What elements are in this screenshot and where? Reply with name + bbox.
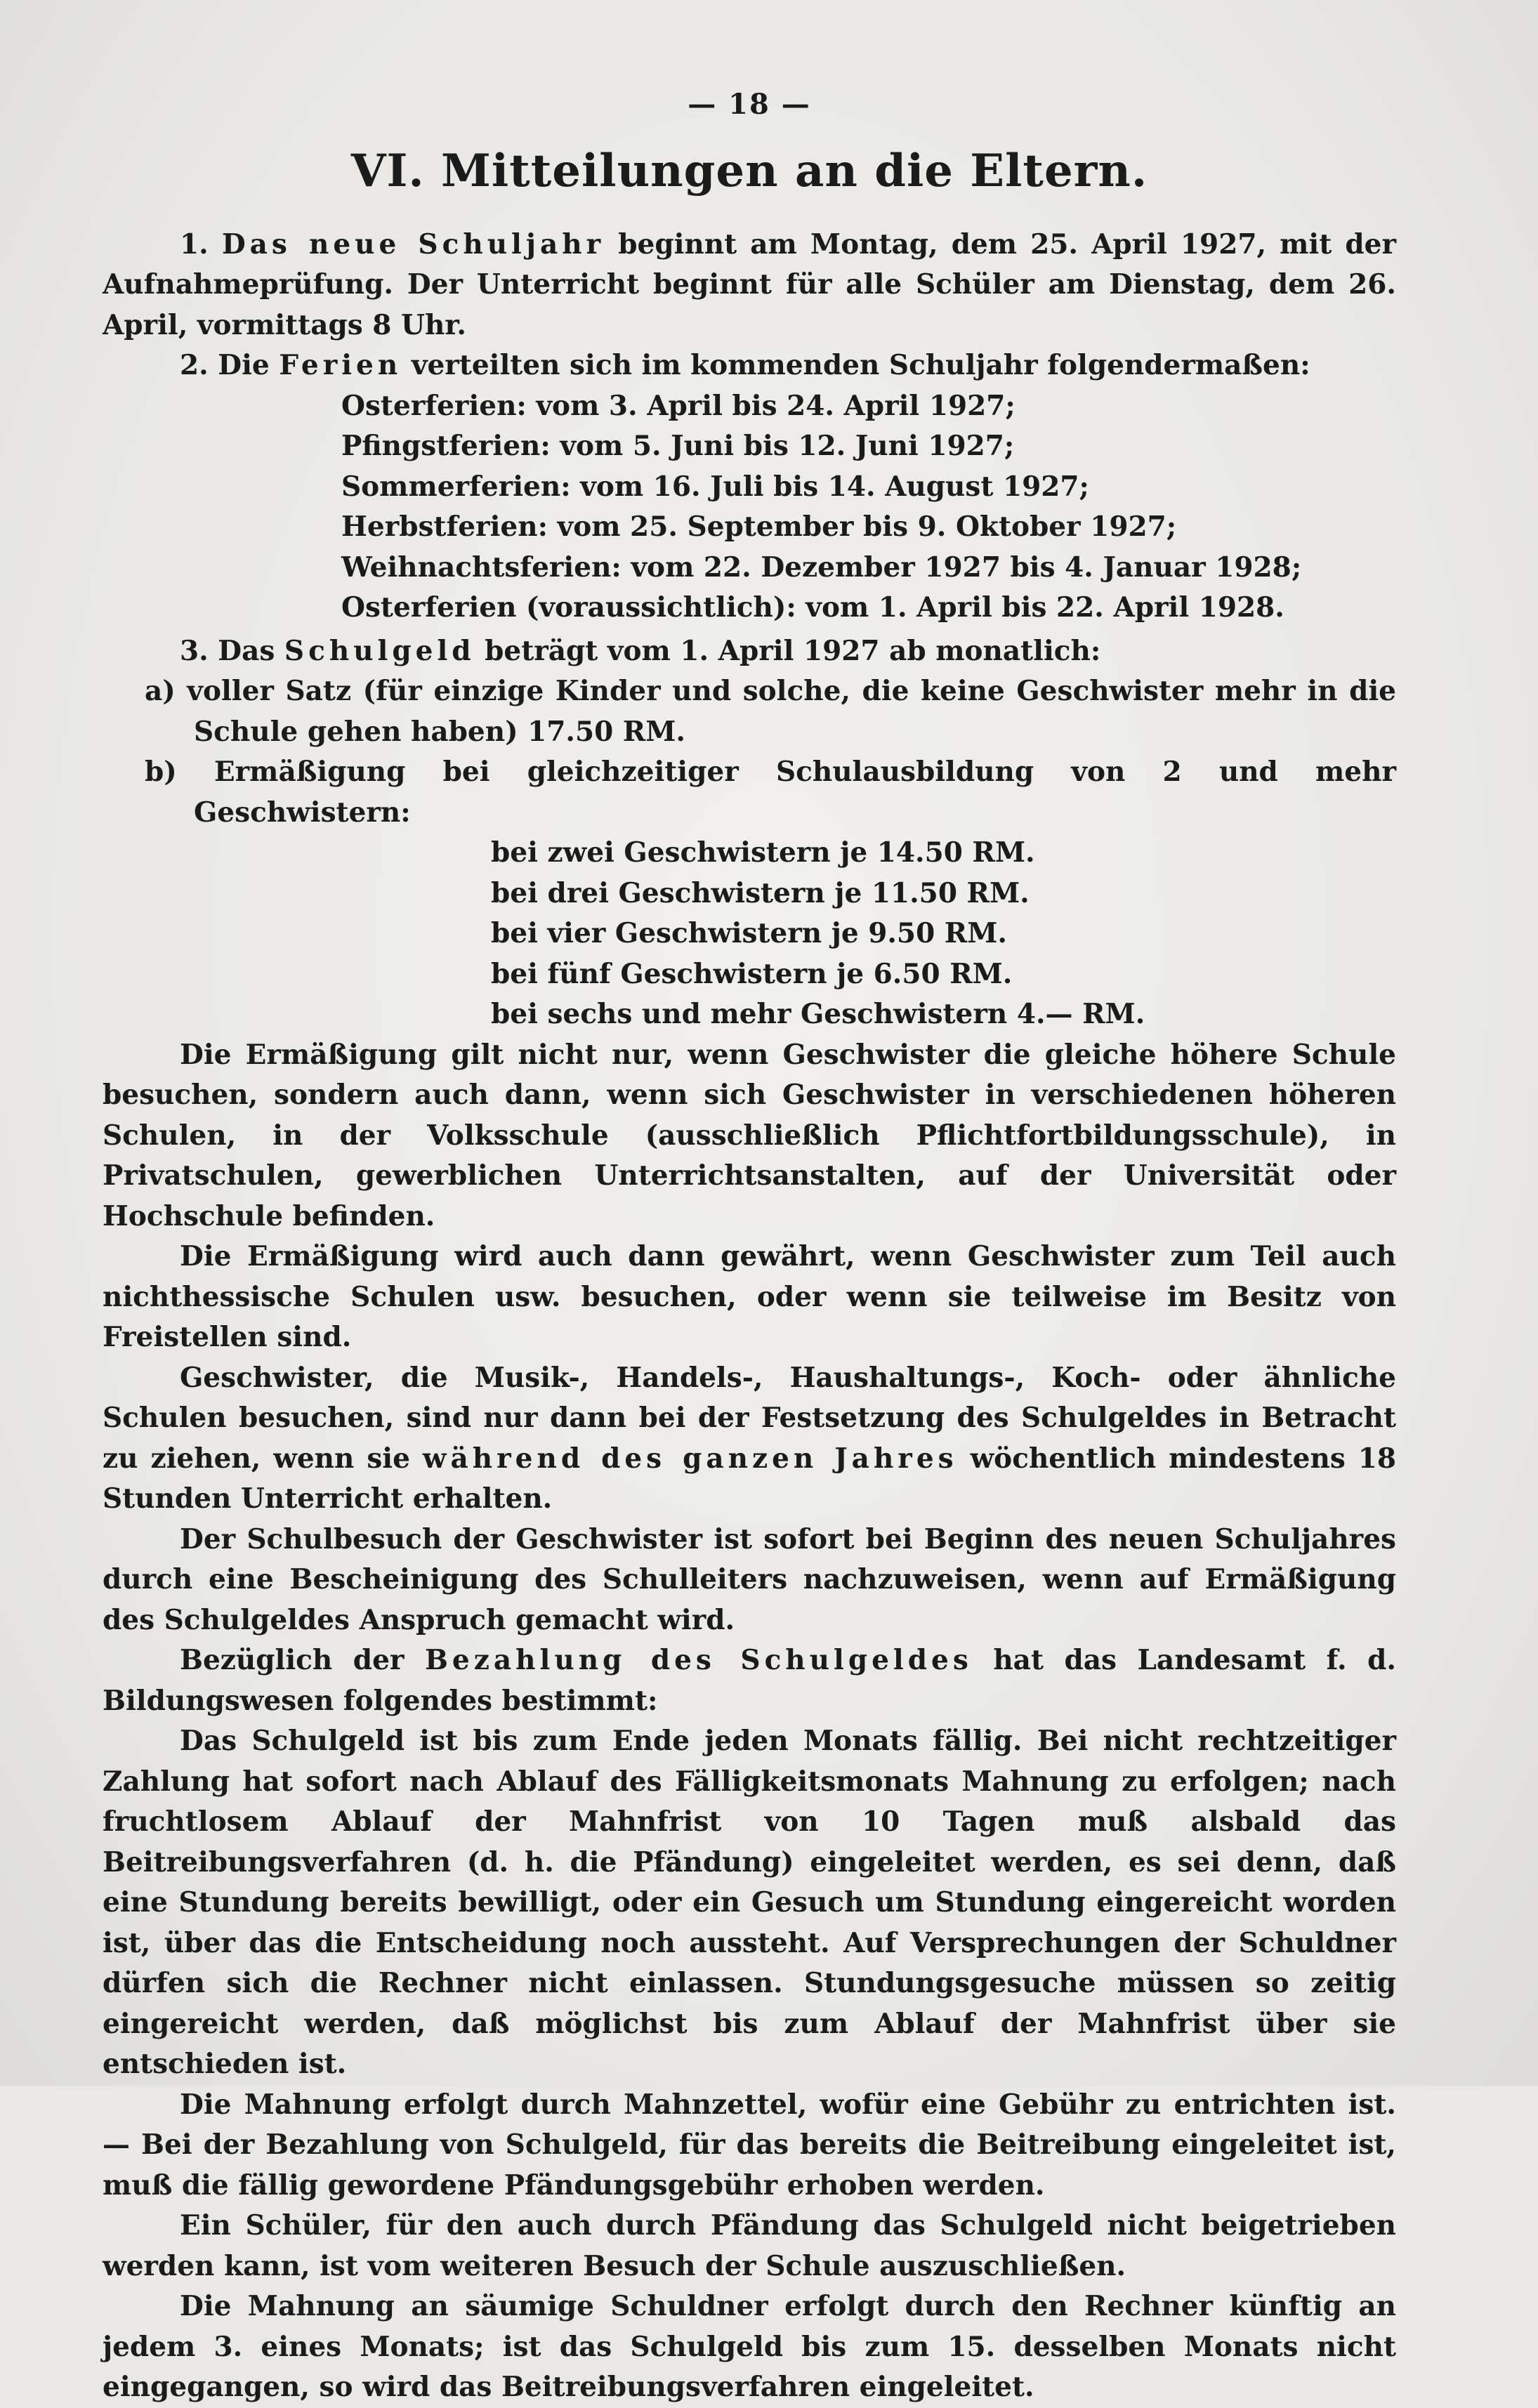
paragraph-reminder-schedule: Die Mahnung an säumige Schuldner erfolgt durch den Rechner künftig an jedem 3. eines Monats; ist das Schulgeld bis zum 15. desselben Monats nicht eingegangen, so wird das Beitreibungsverfahren eingeleitet. xyxy=(103,2290,1396,2403)
holiday-list xyxy=(341,386,1396,629)
section-2 xyxy=(103,346,1396,386)
section-2-lead: Die xyxy=(218,349,270,381)
paragraph-payment-spaced: Bezahlung des Schulgeldes xyxy=(424,1644,973,1676)
holiday-item: Weihnachtsferien: vom 22. Dezember 1927 bis 4. Januar 1928; xyxy=(341,551,1302,584)
section-3-text: beträgt vom 1. April 1927 ab monatlich: xyxy=(485,634,1101,667)
holiday-item: Osterferien: vom 3. April bis 24. April 1927; xyxy=(341,389,1016,422)
paragraph-payment-a: Bezüglich der xyxy=(180,1644,405,1676)
section-2-spaced: Ferien xyxy=(279,349,402,381)
sibling-rates xyxy=(491,833,1396,1035)
holiday-item: Sommerferien: vom 16. Juli bis 14. August 1927; xyxy=(341,470,1089,503)
holiday-item: Osterferien (voraussichtlich): vom 1. April bis 22. April 1928. xyxy=(341,591,1284,624)
holiday-item: Pfingstferien: vom 5. Juni bis 12. Juni 1927; xyxy=(341,430,1015,462)
section-1-spaced: Das neue Schuljahr xyxy=(221,228,605,261)
section-2-number: 2. xyxy=(180,349,209,381)
section-1 xyxy=(103,225,1396,346)
page-title: VI. Mitteilungen an die Eltern. xyxy=(350,144,1148,197)
paragraph-payment-b: hat das Landesamt f. d. Bildungswesen folgendes bestimmt: xyxy=(103,1644,1396,1717)
paragraph-reduction-other-schools: Die Ermäßigung wird auch dann gewährt, wenn Geschwister zum Teil auch nichthessische Schulen usw. besuchen, oder wenn sie teilweise im Besitz von Freistellen sind. xyxy=(103,1240,1396,1353)
paragraph-certificate: Der Schulbesuch der Geschwister ist sofort bei Beginn des neuen Schuljahres durch eine Bescheinigung des Schulleiters nachzuweisen, wenn auf Ermäßigung des Schulgeldes Anspruch gemacht wird. xyxy=(103,1522,1396,1636)
paragraph-exclusion: Ein Schüler, für den auch durch Pfändung das Schulgeld nicht beigetrieben werden kann, ist vom weiteren Besuch der Schule auszuschließen. xyxy=(103,2209,1396,2282)
paragraph-reduction-scope: Die Ermäßigung gilt nicht nur, wenn Geschwister die gleiche höhere Schule besuchen, sondern auch dann, wenn sich Geschwister in verschiedenen höheren Schulen, in der Volksschule (ausschließlich Pflichtfortbildungsschule), in Privatschulen, gewerblichen Unterrichtsanstalten, auf der Universität oder Hochschule befinden. xyxy=(103,1038,1396,1232)
sibling-rate: bei drei Geschwistern je 11.50 RM. xyxy=(491,876,1030,909)
paragraph-reminder-fee: Die Mahnung erfolgt durch Mahnzettel, wofür eine Gebühr zu entrichten ist. — Bei der Bezahlung von Schulgeld, für das bereits die Beitreibung eingeleitet ist, muß die fällig gewordene Pfändungsgebühr erhoben werden. xyxy=(103,2088,1396,2202)
page-number: — 18 — xyxy=(688,88,811,121)
fee-reduction-intro: b) Ermäßigung bei gleichzeitiger Schulausbildung von 2 und mehr Geschwistern: xyxy=(145,756,1396,829)
section-3-spaced: Schulgeld xyxy=(284,634,475,667)
paragraph-other-schools-a: Geschwister, die Musik-, Handels-, Haushaltungs-, Koch- oder ähnliche Schulen besuchen, sind nur dann bei der Festsetzung des Schulgeldes in Betracht zu ziehen, wenn sie xyxy=(103,1361,1396,1475)
section-3-number: 3. xyxy=(180,634,209,667)
paragraph-due-date: Das Schulgeld ist bis zum Ende jeden Monats fällig. Bei nicht rechtzeitiger Zahlung hat sofort nach Ablauf des Fälligkeitsmonats Mahnung zu erfolgen; nach fruchtlosem Ablauf der Mahnfrist von 10 Tagen muß alsbald das Beitreibungsverfahren (d. h. die Pfändung) eingeleitet werden, es sei denn, daß eine Stundung bereits bewilligt, oder ein Gesuch um Stundung eingereicht worden ist, über das die Entscheidung noch aussteht. Auf Versprechungen der Schuldner dürfen sich die Rechner nicht einlassen. Stundungsgesuche müssen so zeitig eingereicht werden, daß möglichst bis zum Ablauf der Mahnfrist über sie entschieden ist. xyxy=(103,1725,1396,2080)
sibling-rate: bei sechs und mehr Geschwistern 4.— RM. xyxy=(491,998,1145,1030)
paragraph-payment-intro xyxy=(103,1640,1396,1721)
paragraph-other-schools-spaced: während des ganzen Jahres xyxy=(422,1442,958,1475)
section-3 xyxy=(103,631,1396,672)
section-2-text: verteilten sich im kommenden Schuljahr folgendermaßen: xyxy=(411,349,1310,381)
sibling-rate: bei fünf Geschwistern je 6.50 RM. xyxy=(491,957,1013,990)
sibling-rate: bei vier Geschwistern je 9.50 RM. xyxy=(491,917,1007,949)
sibling-rate: bei zwei Geschwistern je 14.50 RM. xyxy=(491,836,1035,869)
section-3-lead: Das xyxy=(218,634,275,667)
page-content xyxy=(103,84,1396,2408)
section-1-text: beginnt am Montag, dem 25. April 1927, mit der Aufnahmeprüfung. Der Unterricht beginnt für alle Schüler am Dienstag, dem 26. April, vormittags 8 Uhr. xyxy=(103,228,1396,341)
fee-full-rate: a) voller Satz (für einzige Kinder und solche, die keine Geschwister mehr in die Schule gehen haben) 17.50 RM. xyxy=(145,675,1396,748)
paragraph-other-schools xyxy=(103,1358,1396,1520)
section-1-number: 1. xyxy=(180,228,209,261)
holiday-item: Herbstferien: vom 25. September bis 9. Oktober 1927; xyxy=(341,511,1177,543)
paragraph-other-schools-b: wöchentlich mindestens 18 Stunden Unterricht erhalten. xyxy=(103,1442,1397,1515)
